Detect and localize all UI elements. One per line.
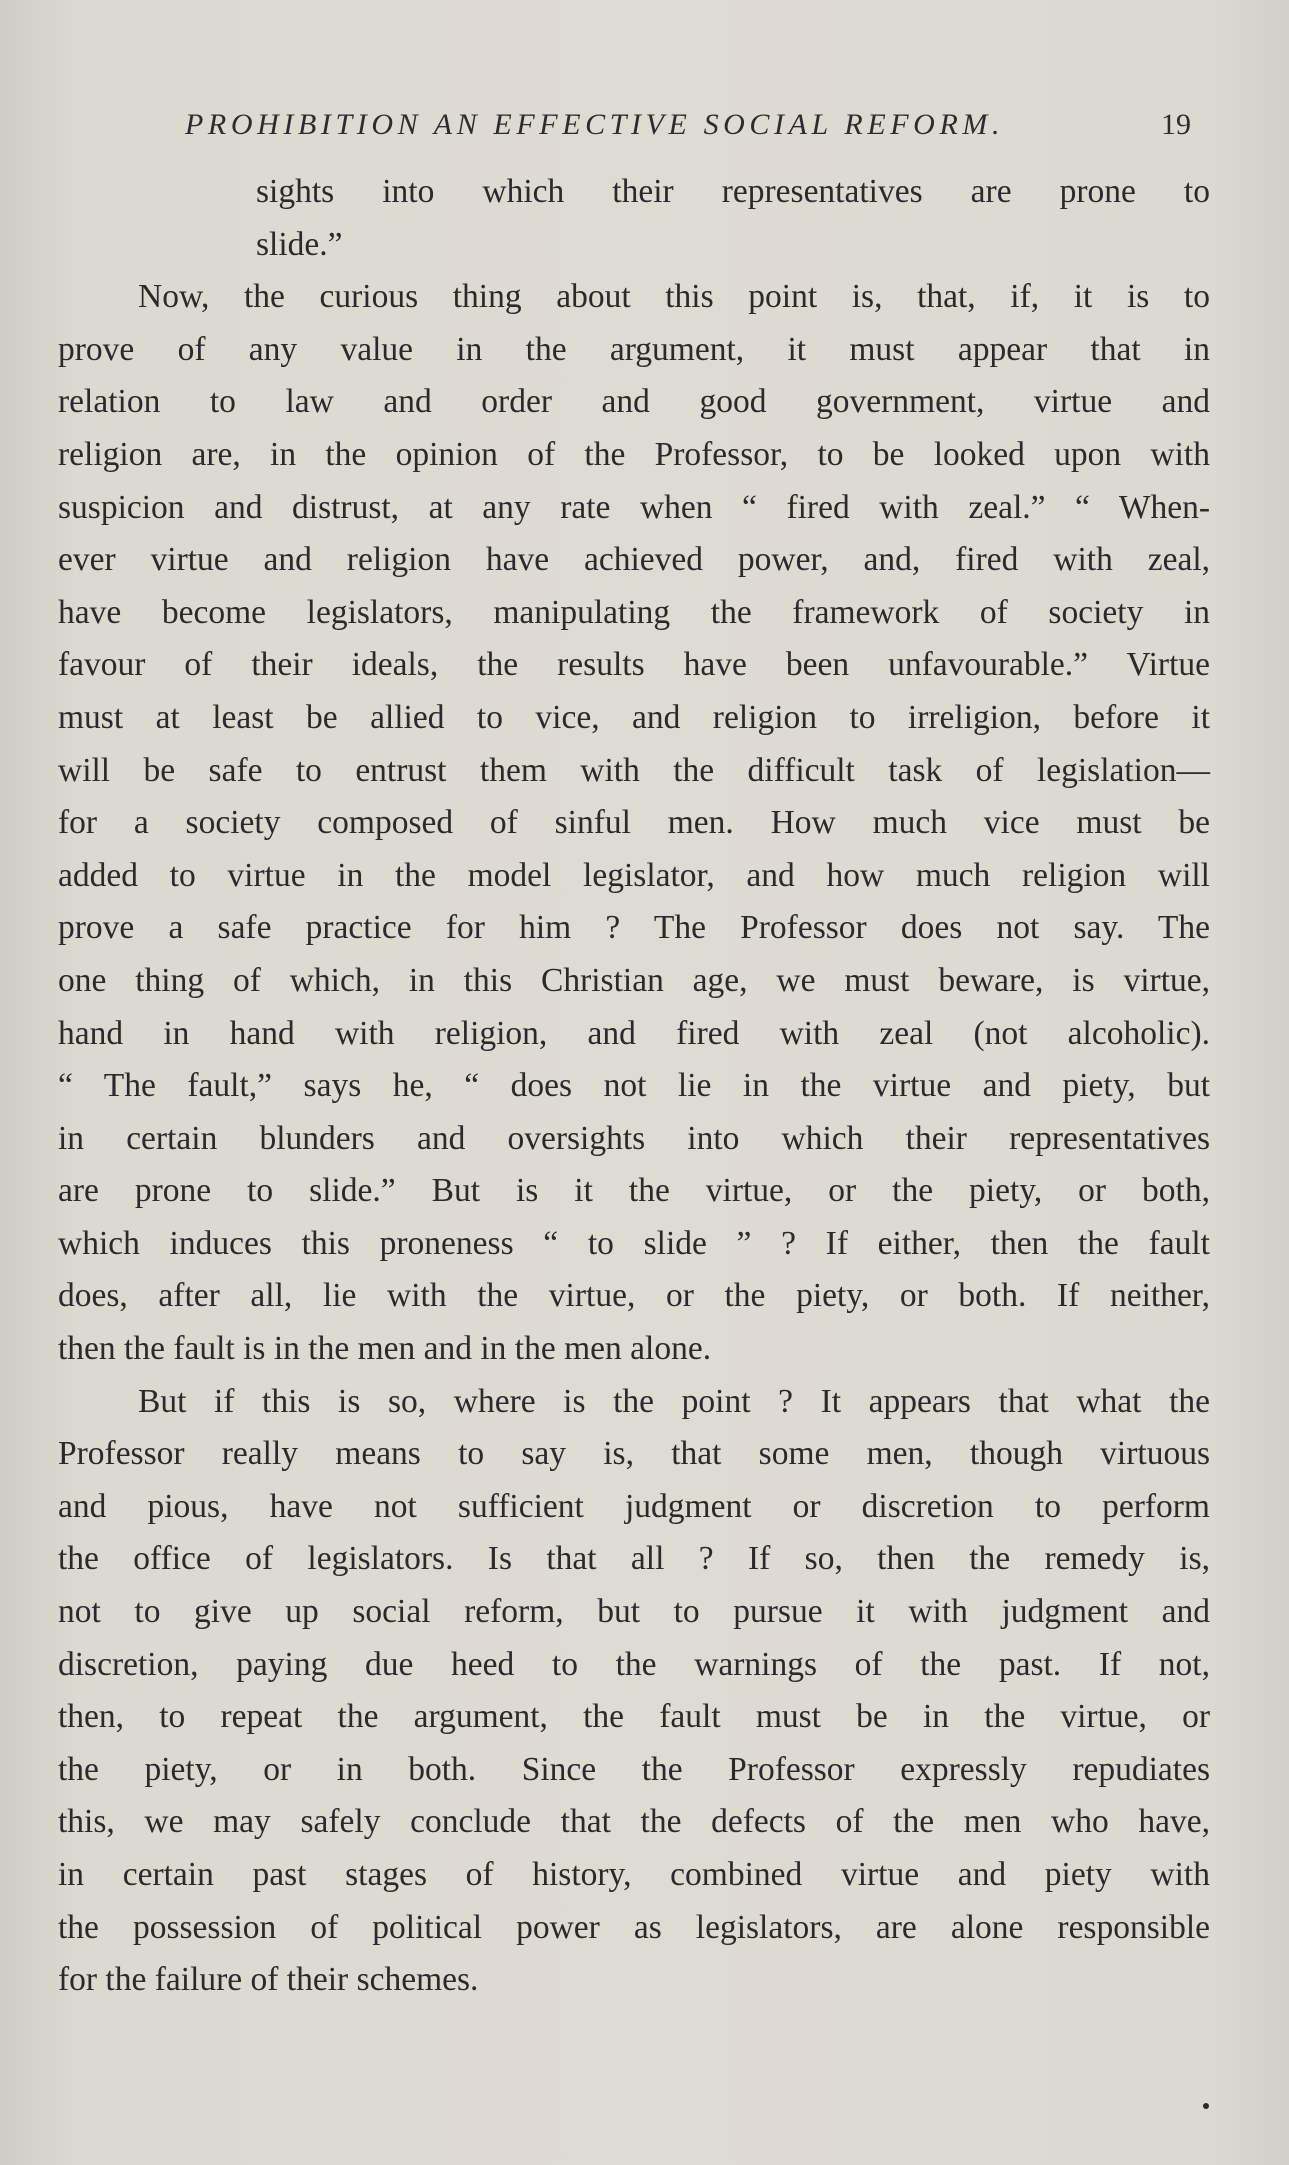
page-header (185, 108, 1205, 158)
text-line: relation to law and order and good government, virtue and (58, 383, 1210, 421)
text-line: in certain blunders and oversights into which their representatives (58, 1119, 1210, 1157)
text-line: the possession of political power as legislators, are alone responsible (58, 1908, 1210, 1946)
text-line: the piety, or in both. Since the Professor expressly repudiates (58, 1750, 1210, 1788)
text-line: then the fault is in the men and in the men alone. (58, 1330, 712, 1368)
text-line: discretion, paying due heed to the warnings of the past. If not, (58, 1645, 1210, 1683)
text-line: are prone to slide.” But is it the virtue, or the piety, or both, (58, 1172, 1210, 1210)
text-line: slide.” (256, 225, 343, 263)
text-line: suspicion and distrust, at any rate when “ fired with zeal.” “ When- (58, 488, 1210, 526)
text-line: for a society composed of sinful men. How much vice must be (58, 804, 1210, 842)
text-line: in certain past stages of history, combined virtue and piety with (58, 1856, 1210, 1893)
page-speck (1203, 2103, 1209, 2109)
text-line: hand in hand with religion, and fired with zeal (not alcoholic). (58, 1014, 1210, 1052)
text-line: Now, the curious thing about this point is, that, if, it is to (138, 278, 1210, 316)
text-line: this, we may safely conclude that the defects of the men who have, (58, 1803, 1210, 1841)
text-line: Professor really means to say is, that some men, though virtuous (58, 1435, 1210, 1473)
text-line: and pious, have not sufficient judgment or discretion to perform (58, 1487, 1210, 1525)
text-line: then, to repeat the argument, the fault must be in the virtue, or (58, 1698, 1210, 1736)
text-line: one thing of which, in this Christian age, we must beware, is virtue, (58, 961, 1210, 999)
text-line: “ The fault,” says he, “ does not lie in the virtue and piety, but (58, 1067, 1210, 1105)
text-line: the office of legislators. Is that all ? If so, then the remedy is, (58, 1540, 1210, 1578)
text-line: prove of any value in the argument, it must appear that in (58, 330, 1210, 368)
body-text (58, 166, 1210, 2007)
text-line: sights into which their representatives are prone to (256, 173, 1210, 210)
text-line: not to give up social reform, but to pursue it with judgment and (58, 1593, 1210, 1631)
text-line: religion are, in the opinion of the Professor, to be looked upon with (58, 435, 1210, 473)
text-line: added to virtue in the model legislator, and how much religion will (58, 856, 1210, 894)
text-line: ever virtue and religion have achieved power, and, fired with zeal, (58, 541, 1210, 579)
page-number: 19 (1161, 108, 1191, 141)
text-line: prove a safe practice for him ? The Professor does not say. The (58, 909, 1210, 947)
text-line: will be safe to entrust them with the difficult task of legislation— (58, 751, 1210, 789)
text-line: does, after all, lie with the virtue, or the piety, or both. If neither, (58, 1277, 1210, 1315)
text-line: which induces this proneness “ to slide ” ? If either, then the fault (58, 1224, 1210, 1262)
text-line: have become legislators, manipulating the framework of society in (58, 593, 1210, 631)
text-line: for the failure of their schemes. (58, 1961, 479, 1999)
text-line: favour of their ideals, the results have been unfavourable.” Virtue (58, 646, 1210, 684)
text-line: But if this is so, where is the point ? It appears that what the (138, 1382, 1210, 1420)
text-line: must at least be allied to vice, and religion to irreligion, before it (58, 698, 1210, 736)
running-title: PROHIBITION AN EFFECTIVE SOCIAL REFORM. (185, 108, 1005, 141)
